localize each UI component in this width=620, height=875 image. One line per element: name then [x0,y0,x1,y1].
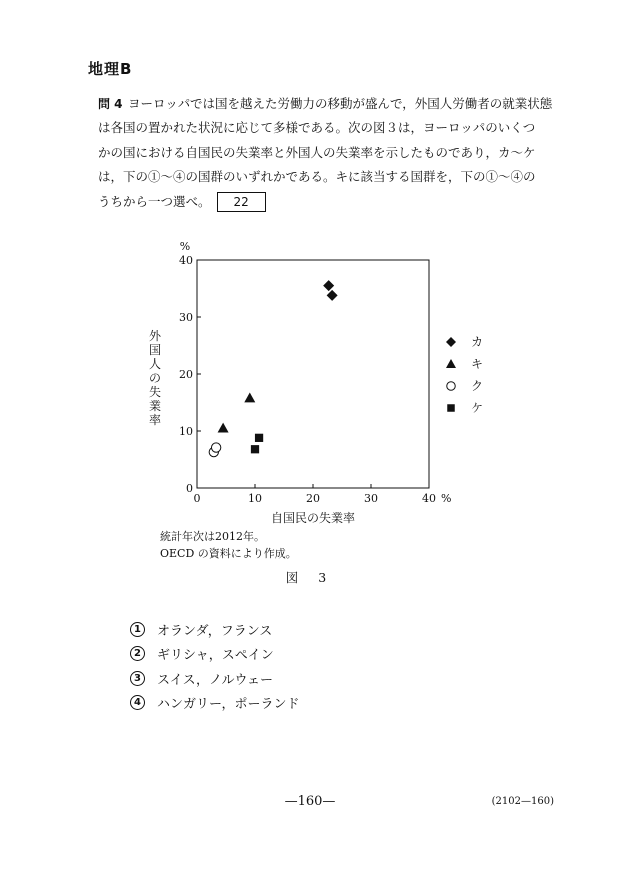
choice-item [130,617,299,642]
y-unit-label: % [179,240,191,253]
data-point-triangle [244,392,255,402]
y-axis-label-char: 業 [148,399,162,413]
page-code: (2102—160) [491,796,554,807]
data-point-triangle [218,423,229,433]
y-axis-label-char: 失 [148,385,162,399]
answer-number-box: 22 [217,192,266,212]
source-line-year: 統計年次は2012年。 [160,530,265,543]
x-unit-label: % [441,492,452,505]
choice-number: 1 [130,622,145,637]
page-number: —160— [284,794,336,809]
question-line: は，下の①～④の国群のいずれかである。キに該当する国群を，下の①～④の [98,169,536,185]
choice-text: ギリシャ，スペイン [157,648,274,664]
x-tick-label: 10 [248,492,262,505]
question-line: ヨーロッパでは国を越えた労働力の移動が盛んで，外国人労働者の就業状態 [128,96,553,111]
y-tick-label: 0 [186,482,193,495]
choice-text: オランダ，フランス [157,623,273,639]
y-axis-label-char: 率 [148,413,162,427]
x-tick-label: 40 [422,492,436,505]
y-axis-label-char: 国 [148,343,162,357]
choice-text: スイス，ノルウェー [157,672,273,688]
question-line-last [98,190,566,214]
choice-number: 3 [130,671,145,686]
choice-number: 4 [130,695,145,710]
legend-marker-diamond [446,337,456,347]
question-number: 問 4 [98,97,123,111]
x-tick-label: 20 [306,492,320,505]
x-tick-label: 30 [364,492,378,505]
choice-list [130,617,299,715]
legend-label: ク [471,379,484,393]
question-line-text: うちから一つ選べ。 [98,193,211,209]
plot-frame [197,260,429,488]
data-point-square [251,445,259,453]
subject-title: 地理B [88,60,133,78]
y-axis-label-char: の [148,371,162,385]
source-line-oecd: OECD の資料により作成。 [160,547,297,560]
x-tick-label: 0 [193,492,201,505]
choice-item [130,691,299,716]
choice-text: ハンガリー，ポーランド [157,697,300,713]
y-tick-label: 20 [179,368,193,381]
data-point-circle-open [211,443,220,452]
y-axis-label-char: 人 [148,357,162,371]
legend-label: カ [471,335,484,349]
data-point-square [255,434,263,442]
y-axis-label-char: 外 [148,329,162,343]
y-tick-label: 10 [179,425,193,438]
figure-label: 図 3 [285,570,335,585]
data-point-diamond [327,290,338,301]
data-point-diamond [323,280,334,291]
legend-marker-triangle [446,359,456,368]
y-tick-label: 30 [179,311,193,324]
question-line: は各国の置かれた状況に応じて多様である。次の図３は，ヨーロッパのいくつ [98,120,536,136]
legend-marker-square [447,404,455,412]
choice-number: 2 [130,646,145,661]
x-axis-label: 自国民の失業率 [270,511,356,525]
choice-item [130,666,299,691]
question-block [98,92,566,214]
legend-marker-circle-open [447,382,456,391]
scatter-chart [140,232,500,532]
y-tick-label: 40 [179,254,193,267]
legend-label: ケ [471,401,484,415]
question-line: かの国における自国民の失業率と外国人の失業率を示したものであり，カ～ケ [98,144,536,160]
source-note [160,528,297,562]
legend-label: キ [471,357,484,371]
choice-item [130,642,299,667]
